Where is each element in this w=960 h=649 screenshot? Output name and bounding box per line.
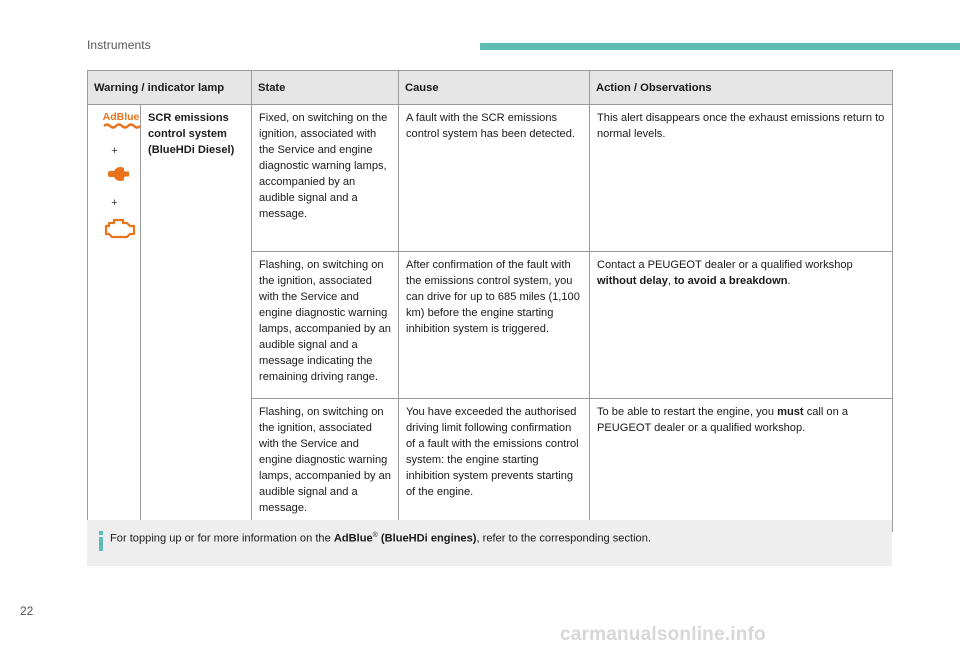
plus-sign: +: [111, 145, 118, 157]
action-cell: To be able to restart the engine, you must call on a PEUGEOT dealer or a qualified workshop.: [590, 399, 893, 532]
state-cell: Flashing, on switching on the ignition, associated with the Service and engine diagnostic warning lamps, accompanied by an audible signal and a message indicating the remaining driving range.: [252, 252, 399, 399]
action-cell: This alert disappears once the exhaust emissions return to normal levels.: [590, 105, 893, 252]
cause-cell: You have exceeded the authorised driving limit following confirmation of a fault with the emissions control system: the engine starting inhibition system prevents starting of the engine.: [399, 399, 590, 532]
table-header-row: [88, 71, 893, 105]
section-title: Instruments: [87, 38, 151, 52]
cause-cell: A fault with the SCR emissions control system has been detected.: [399, 105, 590, 252]
svg-text:AdBlue: AdBlue: [102, 111, 140, 123]
adblue-icon: [95, 110, 147, 137]
column-header-lamp: Warning / indicator lamp: [88, 71, 252, 105]
lamp-icons-cell: [88, 105, 141, 532]
column-header-action: Action / Observations: [590, 71, 893, 105]
page-number: 22: [20, 604, 34, 618]
section-accent-bar: [480, 43, 960, 50]
watermark: carmanualsonline.info: [560, 624, 766, 645]
action-cell: Contact a PEUGEOT dealer or a qualified workshop without delay, to avoid a breakdown.: [590, 252, 893, 399]
wrench-service-icon: [95, 164, 147, 189]
column-header-cause: Cause: [399, 71, 590, 105]
lamp-name: SCR emissions control system (BlueHDi Diesel): [141, 105, 252, 532]
engine-diagnostic-icon: [95, 216, 147, 247]
info-note-box: [87, 520, 892, 566]
info-note-text: For topping up or for more information on the AdBlue® (BlueHDi engines), refer to the corresponding section.: [110, 532, 651, 545]
cause-cell: After confirmation of the fault with the emissions control system, you can drive for up to 685 miles (1,100 km) before the engine starting inhibition system is triggered.: [399, 252, 590, 399]
state-cell: Fixed, on switching on the ignition, associated with the Service and engine diagnostic warning lamps, accompanied by an audible signal and a message.: [252, 105, 399, 252]
column-header-state: State: [252, 71, 399, 105]
plus-sign: +: [111, 197, 118, 209]
state-cell: Flashing, on switching on the ignition, associated with the Service and engine diagnostic warning lamps, accompanied by an audible signal and a message.: [252, 399, 399, 532]
info-icon: [96, 531, 106, 551]
table-row: [88, 105, 893, 252]
warning-lamp-table: [87, 70, 893, 532]
